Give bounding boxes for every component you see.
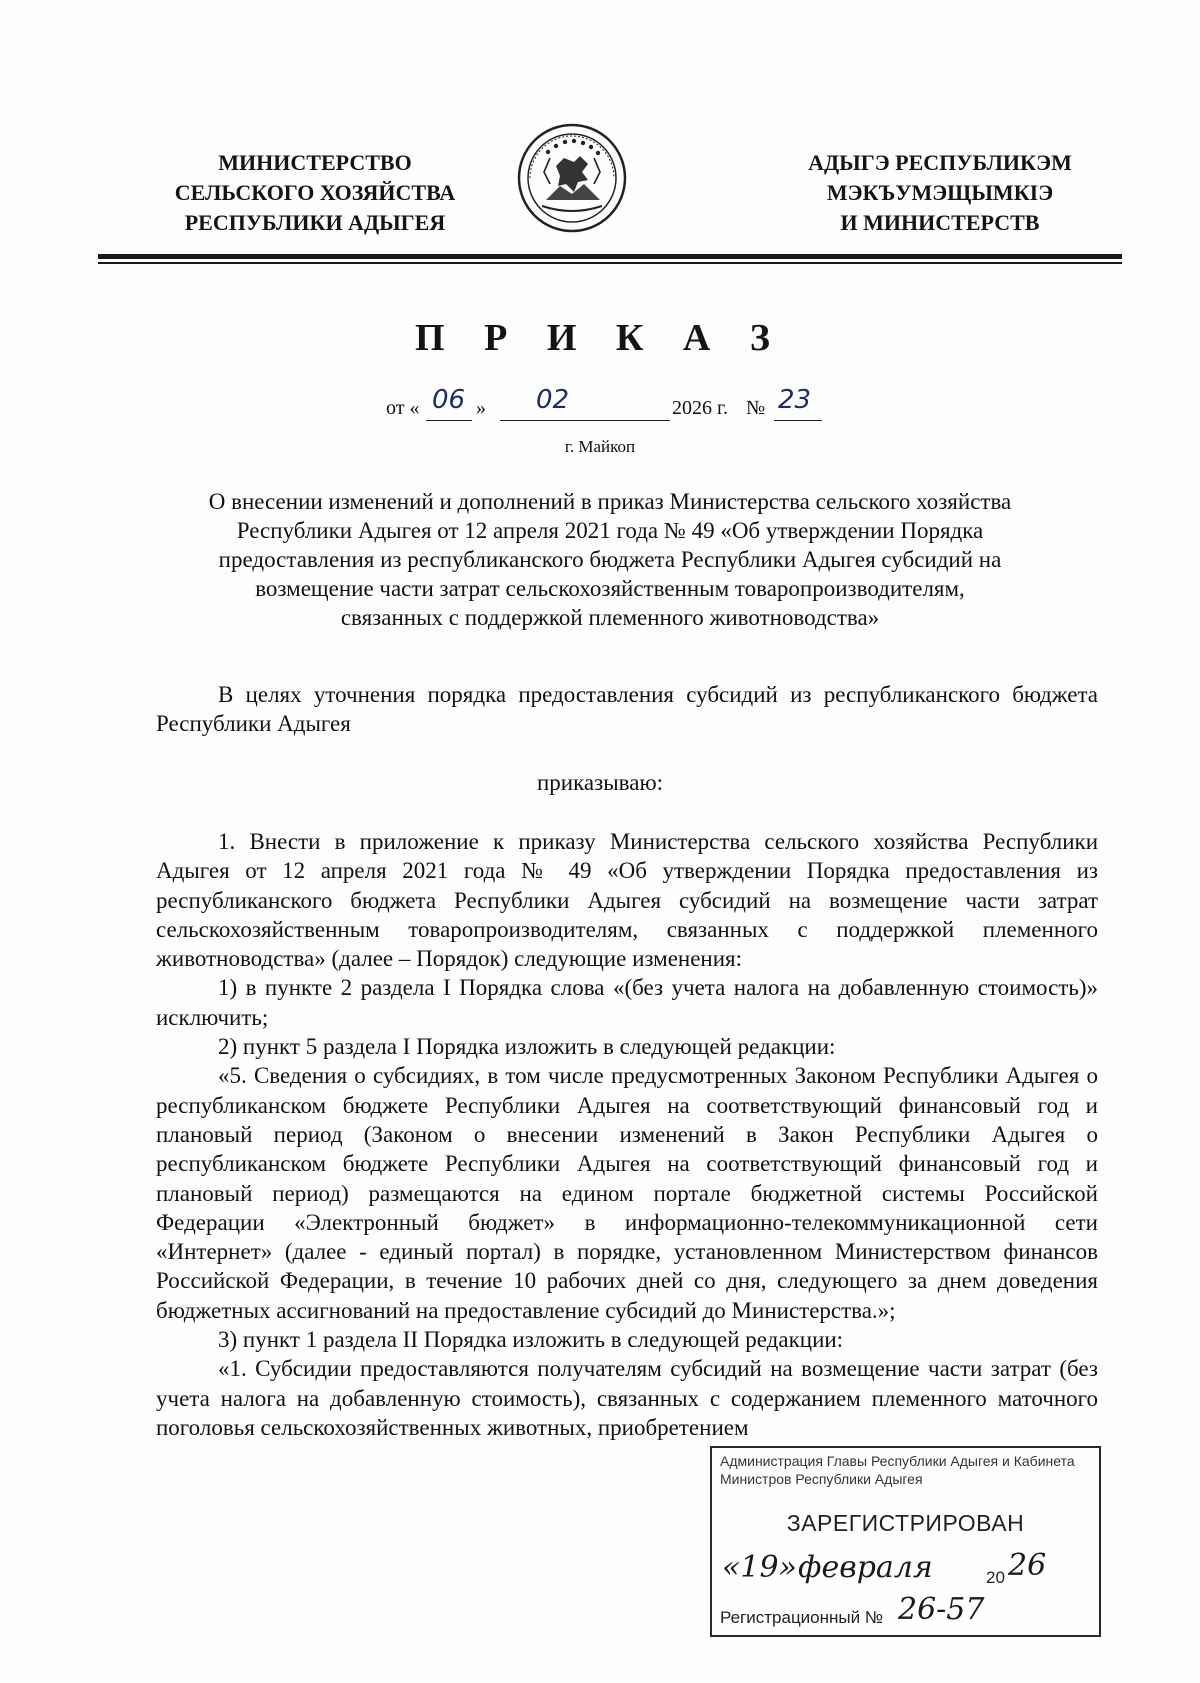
date-day-underline — [426, 420, 472, 421]
ministry-name-line: РЕСПУБЛИКИ АДЫГЕЯ — [184, 210, 446, 235]
paragraph: «1. Субсидии предоставляются получателям субсидий на возмещение части затрат (без учета налога на добавленную стоимость), связанных с содержанием племенного маточного поголовья сельскохозяйственных животных, приобретением — [156, 1356, 1098, 1440]
subject-line: возмещение части затрат сельскохозяйственным товаропроизводителям, — [255, 576, 965, 601]
paragraph: 3) пункт 1 раздела II Порядка изложить в следующей редакции: — [218, 1327, 844, 1353]
stamp-date — [718, 1550, 1093, 1590]
registration-stamp — [710, 1446, 1101, 1637]
ministry-name-line: И МИНИСТЕРСТВ — [840, 210, 1040, 235]
coat-of-arms-icon — [516, 122, 628, 234]
stamp-registration-number: 26-57 — [898, 1592, 985, 1627]
stamp-year-suffix: 26 — [1008, 1548, 1047, 1583]
subject-line: предоставления из республиканского бюджета Республики Адыгея субсидий на — [218, 547, 1002, 572]
order-word: приказываю: — [536, 770, 664, 795]
stamp-year-prefix: 20 — [986, 1568, 1005, 1587]
date-month: 02 — [536, 385, 570, 415]
preamble-text: В целях уточнения порядка предоставления субсидий из республиканского бюджета Республики Адыгея — [156, 682, 1098, 737]
header-divider — [98, 254, 1122, 259]
document-number: 23 — [778, 385, 812, 415]
date-number-line — [386, 385, 906, 425]
paragraph: 1. Внести в приложение к приказу Министерства сельского хозяйства Республики Адыгея от 12 апреля 2021 года № 49 «Об утверждении Порядка предоставления из республиканского бюджета Республики Адыгея субсидий на возмещение части затрат сельскохозяйственным товаропроизводителям, связанных с поддержкой племенного животноводства» (далее – Порядок) следующие изменения: — [156, 829, 1098, 972]
ministry-name-adyghe — [775, 148, 1105, 238]
subject-line: О внесении изменений и дополнений в приказ Министерства сельского хозяйства — [208, 489, 1012, 514]
ministry-name-line: МЭКЪУМЭЩЫМКIЭ — [826, 180, 1054, 205]
number-label: № — [746, 397, 766, 419]
number-underline — [774, 420, 822, 421]
stamp-registration-label: Регистрационный № — [720, 1608, 884, 1627]
document-title: П Р И К А З — [415, 317, 785, 359]
ministry-name-line: МИНИСТЕРСТВО — [218, 150, 412, 175]
header-divider — [98, 262, 1122, 264]
ministry-name-line: АДЫГЭ РЕСПУБЛИКЭМ — [808, 150, 1072, 175]
subject-line: Республики Адыгея от 12 апреля 2021 года № 49 «Об утверждении Порядка — [236, 518, 984, 543]
stamp-organization: Администрация Главы Республики Адыгея и Кабинета Министров Республики Адыгея — [720, 1453, 1075, 1487]
order-body — [156, 827, 1098, 1442]
date-close-quote: » — [476, 397, 486, 419]
date-year: 2026 г. — [672, 397, 728, 419]
ministry-name-line: СЕЛЬСКОГО ХОЗЯЙСТВА — [174, 180, 456, 205]
date-day: 06 — [432, 385, 466, 415]
preamble — [156, 680, 1098, 739]
paragraph: 1) в пункте 2 раздела I Порядка слова «(без учета налога на добавленную стоимость)» исключить; — [156, 975, 1098, 1030]
date-from-label: от « — [386, 397, 420, 419]
date-month-underline — [500, 420, 670, 421]
order-subject — [128, 487, 1092, 632]
paragraph: 2) пункт 5 раздела I Порядка изложить в следующей редакции: — [218, 1034, 836, 1060]
stamp-registration-number-row — [718, 1592, 1093, 1630]
subject-line: связанных с поддержкой племенного животноводства» — [340, 605, 880, 630]
paragraph: «5. Сведения о субсидиях, в том числе предусмотренных Законом Республики Адыгея о республиканском бюджете Республики Адыгея на соответствующий финансовый год и плановый период (Законом о внесении изменений в Закон Республики Адыгея о республиканском бюджете Республики Адыгея на соответствующий финансовый год и плановый период) размещаются на едином портале бюджетной системы Российской Федерации «Электронный бюджет» в информационно-телекоммуникационной сети «Интернет» (далее - единый портал) в порядке, установленном Министерством финансов Российской Федерации, в течение 10 рабочих дней со дня, следующего за днем доведения бюджетных ассигнований на предоставление субсидий до Министерства.»; — [156, 1063, 1098, 1323]
city: г. Майкоп — [564, 437, 636, 456]
stamp-month: февраля — [798, 1550, 933, 1585]
ministry-name-russian — [150, 148, 480, 238]
stamp-registered-label: ЗАРЕГИСТРИРОВАН — [786, 1510, 1025, 1536]
stamp-day: «19» — [722, 1550, 797, 1585]
